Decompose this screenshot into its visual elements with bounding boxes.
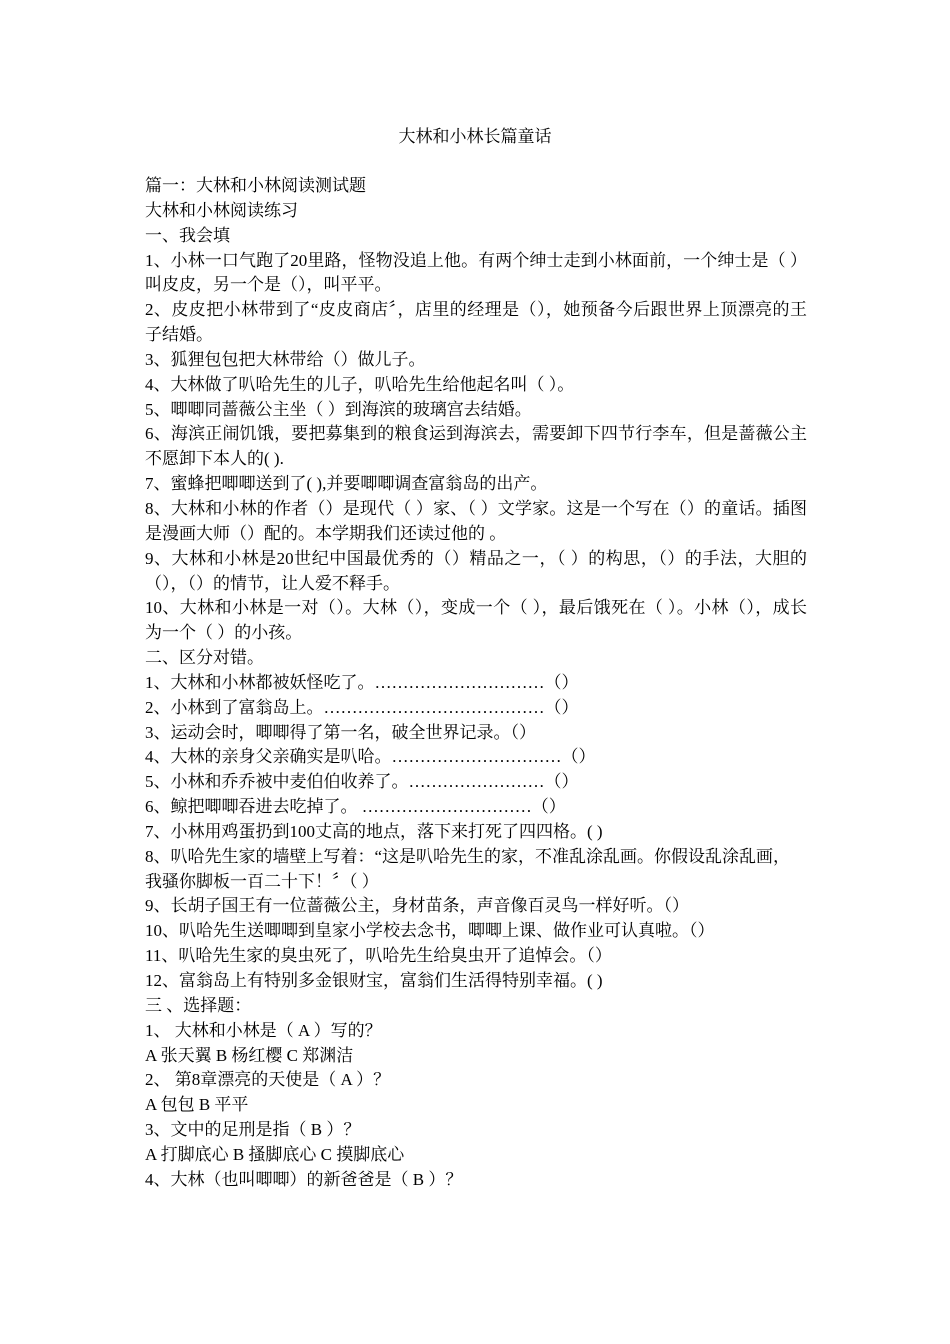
text-line: 10、叭哈先生送唧唧到皇家小学校去念书，唧唧上课、做作业可认真啦。（） [145,921,715,941]
text-line: 7、蜜蜂把唧唧送到了( ),并要唧唧调查富翁岛的出产。 [145,474,548,494]
text-line: 三 、选择题： [145,995,252,1015]
text-line: 9、大林和小林是20世纪中国最优秀的（）精品之一，（ ）的构思，（）的手法，大胆的（），（）的情节，让人爱不释手。 [145,548,807,593]
text-line: 11、叭哈先生家的臭虫死了，叭哈先生给臭虫开了追悼会。（） [145,946,612,966]
text-line: 10、大林和小林是一对（）。大林（），变成一个（ ），最后饿死在（ ）。小林（），成长为一个（ ）的小孩。 [145,598,807,643]
text-line: A 张天翼 B 杨红樱 C 郑渊洁 [145,1045,354,1065]
text-line: 5、小林和乔乔被中麦伯伯收养了。……………………（） [145,772,579,792]
text-line: 1、小林一口气跑了20里路，怪物没追上他。有两个绅士走到小林面前，一个绅士是（ ）叫皮皮，另一个是（），叫平平。 [145,250,807,295]
text-line: 6、鲸把唧唧吞进去吃掉了。 …………………………（） [145,797,566,817]
text-line: 8、大林和小林的作者（）是现代（ ）家、（ ）文学家。这是一个写在（）的童话。插图是漫画大师（）配的。本学期我们还读过他的 。 [145,498,807,543]
document-body [145,174,807,1193]
document-title: 大林和小林长篇童话 [398,127,552,146]
text-line: 3、狐狸包包把大林带给（）做儿子。 [145,349,426,369]
text-line: 1、 大林和小林是（ A ）写的？ [145,1020,382,1040]
text-line: 二、区分对错。 [145,648,264,668]
text-line: 4、大林做了叭哈先生的儿子，叭哈先生给他起名叫（ ）。 [145,374,575,394]
text-line: 9、长胡子国王有一位蔷薇公主，身材苗条，声音像百灵鸟一样好听。（） [145,896,689,916]
text-line: 篇一：大林和小林阅读测试题 [145,176,366,195]
text-line: 8、叭哈先生家的墙壁上写着：“这是叭哈先生的家，不准乱涂乱画。你假设乱涂乱画， [145,846,791,866]
text-line: 2、皮皮把小林带到了“皮皮商店〞，店里的经理是（），她预备今后跟世界上顶漂亮的王子结婚。 [145,300,807,345]
text-line: 4、大林的亲身父亲确实是叭哈。…………………………（） [145,747,596,767]
text-line: 6、海滨正闹饥饿，要把募集到的粮食运到海滨去，需要卸下四节行李车，但是蔷薇公主不愿卸下本人的( ). [145,424,807,469]
text-line: A 包包 B 平平 [145,1095,249,1115]
text-line: 大林和小林阅读练习 [145,200,298,220]
text-line: 2、小林到了富翁岛上。…………………………………（） [145,697,579,717]
text-line: 3、文中的足刑是指（ B ）？ [145,1120,361,1140]
text-line: 3、运动会时，唧唧得了第一名，破全世界记录。（） [145,722,536,742]
text-line: 我骚你脚板一百二十下！〞（ ） [145,871,379,891]
text-line: 4、大林（也叫唧唧）的新爸爸是（ B ）？ [145,1169,463,1189]
text-line: 5、唧唧同蔷薇公主坐（ ）到海滨的玻璃宫去结婚。 [145,399,532,419]
text-line: 7、小林用鸡蛋扔到100丈高的地点，落下来打死了四四格。( ) [145,821,603,841]
text-line: 一、我会填 [145,225,230,245]
text-line: 12、富翁岛上有特别多金银财宝，富翁们生活得特别幸福。( ) [145,971,603,990]
text-line: 1、大林和小林都被妖怪吃了。…………………………（） [145,672,579,692]
text-line: 2、 第8章漂亮的天使是（ A ）？ [145,1070,391,1090]
text-line: A 打脚底心 B 搔脚底心 C 摸脚底心 [145,1144,405,1164]
